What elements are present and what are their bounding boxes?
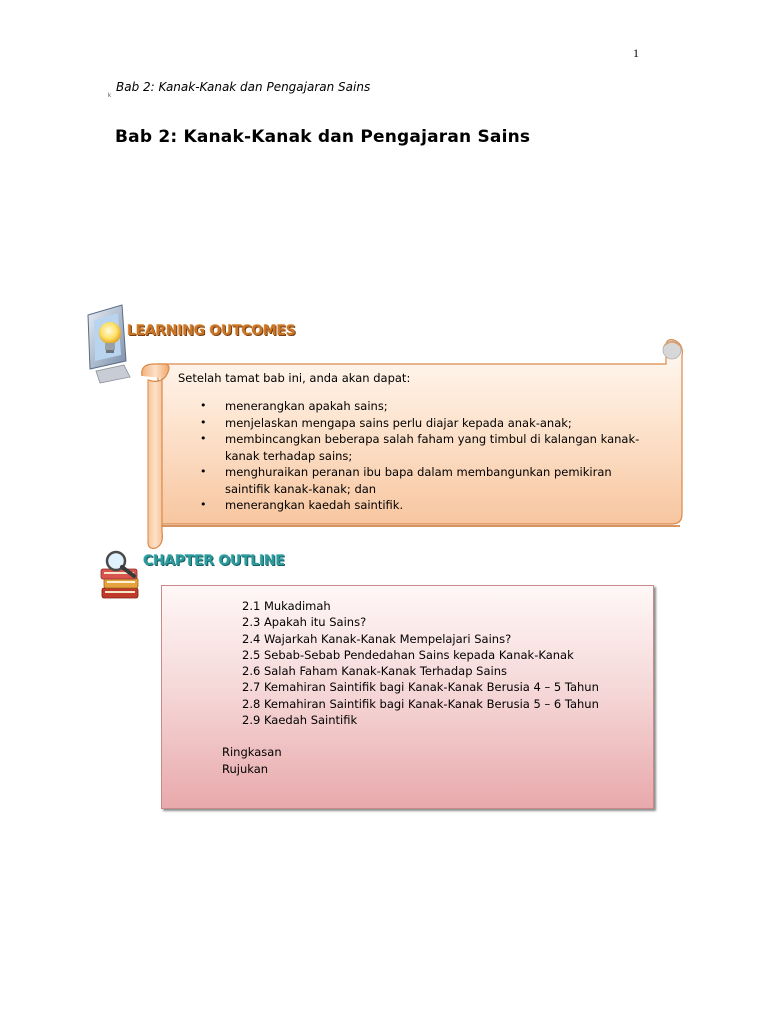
list-item: 2.8 Kemahiran Saintifik bagi Kanak-Kanak Berusia 5 – 6 Tahun bbox=[242, 696, 599, 711]
list-item: 2.5 Sebab-Sebab Pendedahan Sains kepada Kanak-Kanak bbox=[242, 647, 574, 662]
page-number: 1 bbox=[633, 46, 639, 60]
chapter-outline-extras bbox=[222, 744, 282, 778]
learning-outcomes-list bbox=[170, 398, 650, 514]
learning-outcomes-heading: LEARNING OUTCOMES bbox=[127, 323, 296, 339]
bullet-icon: • bbox=[200, 498, 207, 511]
list-item: • menghuraikan peranan ibu bapa dalam membangunkan pemikiran saintifik kanak-kanak; dan bbox=[200, 465, 612, 496]
running-header: Bab 2: Kanak-Kanak dan Pengajaran Sains bbox=[116, 80, 371, 94]
bullet-icon: • bbox=[200, 399, 207, 412]
list-item: Ringkasan bbox=[222, 745, 282, 759]
lightbulb-monitor-icon bbox=[86, 303, 136, 387]
header-mark: k bbox=[108, 93, 111, 99]
list-item: 2.4 Wajarkah Kanak-Kanak Mempelajari Sains? bbox=[242, 631, 512, 646]
list-item: 2.6 Salah Faham Kanak-Kanak Terhadap Sains bbox=[242, 664, 507, 679]
learning-outcomes-content bbox=[170, 370, 650, 514]
bullet-icon: • bbox=[200, 432, 207, 445]
list-item: • membincangkan beberapa salah faham yang timbul di kalangan kanak- kanak terhadap sains; bbox=[200, 432, 640, 463]
list-item: • menerangkan apakah sains; bbox=[200, 399, 388, 413]
list-item: Rujukan bbox=[222, 762, 269, 776]
list-item: 2.3 Apakah itu Sains? bbox=[242, 615, 367, 630]
learning-outcomes-intro: Setelah tamat bab ini, anda akan dapat: bbox=[178, 371, 411, 385]
list-item: 2.9 Kaedah Saintifik bbox=[242, 713, 358, 728]
bullet-icon: • bbox=[200, 465, 207, 478]
list-item: 2.7 Kemahiran Saintifik bagi Kanak-Kanak Berusia 4 – 5 Tahun bbox=[242, 680, 599, 695]
chapter-title: Bab 2: Kanak-Kanak dan Pengajaran Sains bbox=[115, 127, 531, 147]
bullet-icon: • bbox=[200, 415, 207, 429]
chapter-outline-heading: CHAPTER OUTLINE bbox=[143, 553, 285, 569]
books-magnifier-icon bbox=[98, 548, 146, 606]
chapter-outline-list bbox=[242, 598, 599, 728]
list-item: 2.1 Mukadimah bbox=[242, 599, 331, 613]
list-item: • menjelaskan mengapa sains perlu diajar kepada anak-anak; bbox=[200, 415, 572, 430]
list-item: • menerangkan kaedah saintifik. bbox=[200, 498, 404, 512]
